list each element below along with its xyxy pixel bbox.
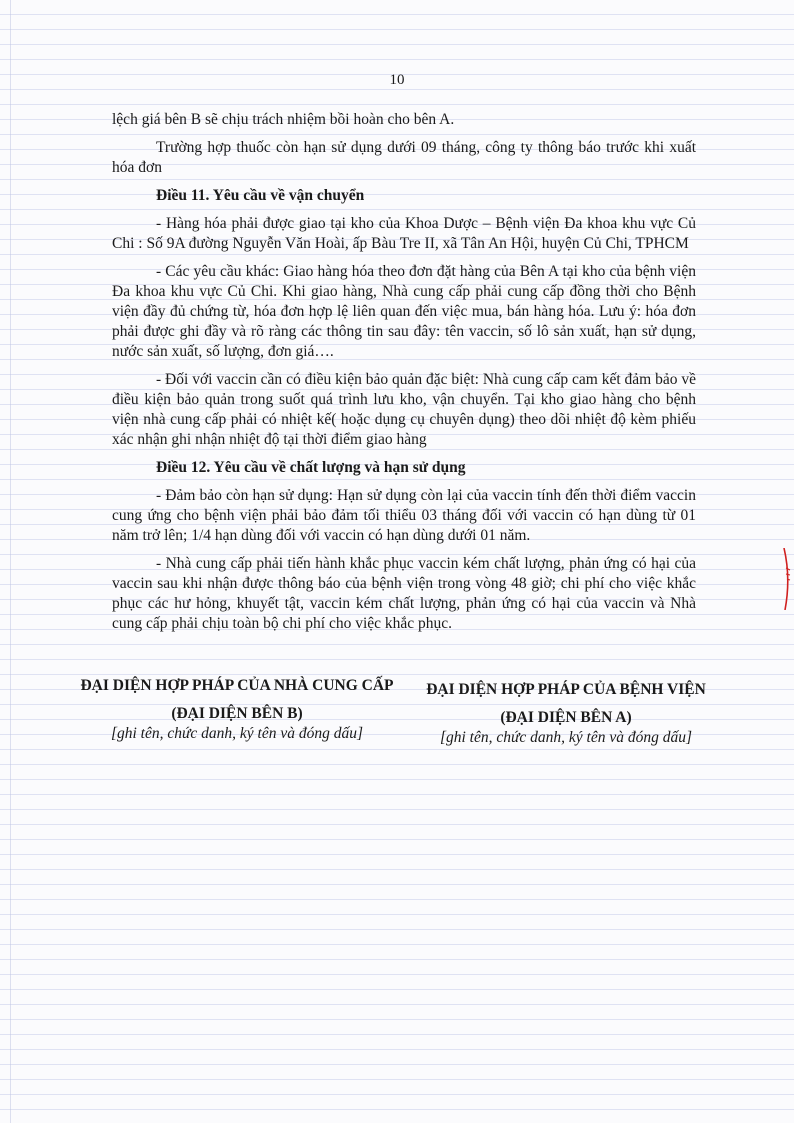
signature-block-supplier <box>78 676 396 744</box>
article-11-heading: Điều 11. Yêu cầu về vận chuyển <box>156 187 365 204</box>
page-number: 10 <box>389 72 405 88</box>
signature-instruction: [ghi tên, chức danh, ký tên và đóng dấu] <box>110 725 364 742</box>
signature-title: ĐẠI DIỆN HỢP PHÁP CỦA BỆNH VIỆN <box>426 681 706 698</box>
seal-edge-mark <box>782 548 792 610</box>
paragraph-shelf-life: - Đảm bảo còn hạn sử dụng: Hạn sử dụng còn lại của vaccin tính đến thời điểm vaccin cung ứng cho bệnh viện phải bảo đảm tối thiểu 03 tháng đối với vaccin có hạn dùng từ 01 năm trở lên; 1/4 hạn dùng đối với vaccin có hạn dùng dưới 01 năm. <box>112 487 696 544</box>
signature-instruction: [ghi tên, chức danh, ký tên và đóng dấu] <box>439 729 693 746</box>
paragraph-expiry-notice: Trường hợp thuốc còn hạn sử dụng dưới 09 tháng, công ty thông báo trước khi xuất hóa đơn <box>112 139 696 176</box>
paragraph-storage-conditions: - Đối với vaccin cần có điều kiện bảo quản đặc biệt: Nhà cung cấp cam kết đảm bảo về điều kiện bảo quản trong suốt quá trình lưu kho, vận chuyển. Tại kho giao hàng cho bệnh viện nhà cung cấp phải có nhiệt kế( hoặc dụng cụ chuyên dụng) theo dõi nhiệt độ kèm phiếu xác nhận ghi nhận nhiệt độ tại thời điểm giao hàng <box>112 371 696 448</box>
signature-party: (ĐẠI DIỆN BÊN B) <box>171 705 303 722</box>
paragraph-continuation: lệch giá bên B sẽ chịu trách nhiệm bồi hoàn cho bên A. <box>112 111 455 128</box>
article-12-heading: Điều 12. Yêu cầu về chất lượng và hạn sử dụng <box>156 459 466 476</box>
paragraph-remediation: - Nhà cung cấp phải tiến hành khắc phục vaccin kém chất lượng, phản ứng có hại của vaccin sau khi nhận được thông báo của bệnh viện trong vòng 48 giờ; chi phí cho việc khắc phục các hư hỏng, khuyết tật, vaccin kém chất lượng, phản ứng có hại của vaccin và Nhà cung cấp phải chịu toàn bộ chi phí cho việc khắc phục. <box>112 555 696 632</box>
paragraph-other-requirements: - Các yêu cầu khác: Giao hàng hóa theo đơn đặt hàng của Bên A tại kho của bệnh viện Đa khoa khu vực Củ Chi. Khi giao hàng, Nhà cung cấp phải cung cấp đồng thời cho Bệnh viện đầy đủ chứng từ, hóa đơn hợp lệ liên quan đến việc mua, bán hàng hóa. Lưu ý: hóa đơn phải được ghi đầy và rõ ràng các thông tin sau đây: tên vaccin, số lô sản xuất, hạn sử dụng, nước sản xuất, số lượng, đơn giá…. <box>112 263 696 360</box>
signature-block-hospital <box>404 680 728 748</box>
signature-title: ĐẠI DIỆN HỢP PHÁP CỦA NHÀ CUNG CẤP <box>80 677 394 694</box>
margin-line <box>10 0 11 1123</box>
document-body <box>112 110 696 642</box>
signature-party: (ĐẠI DIỆN BÊN A) <box>500 709 632 726</box>
paragraph-delivery-location: - Hàng hóa phải được giao tại kho của Khoa Dược – Bệnh viện Đa khoa khu vực Củ Chi : Số 9A đường Nguyễn Văn Hoài, ấp Bàu Tre II, xã Tân An Hội, huyện Củ Chi, TPHCM <box>112 215 696 252</box>
